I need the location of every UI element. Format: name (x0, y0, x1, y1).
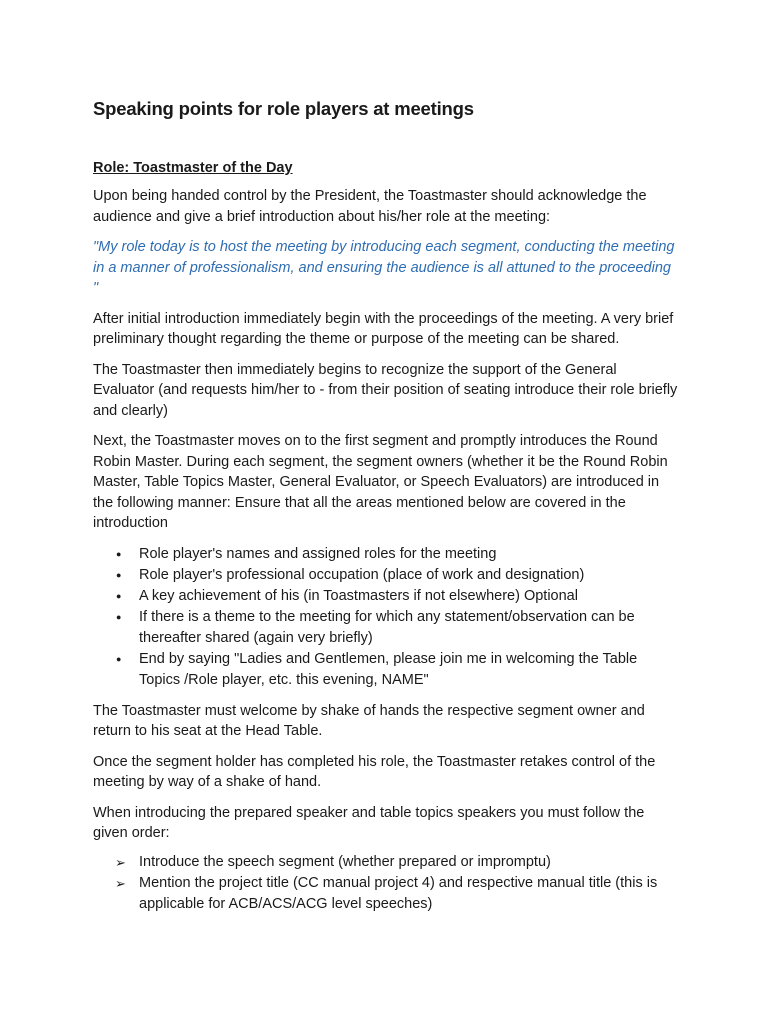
paragraph-retake: Once the segment holder has completed his role, the Toastmaster retakes control of the meeting by way of a shake of hand. (93, 753, 656, 790)
paragraph-quote: "My role today is to host the meeting by introducing each segment, conducting the meeting in a manner of professionalism, and ensuring the audience is all attuned to the proceeding " (93, 239, 675, 296)
paragraph-general-evaluator: The Toastmaster then immediately begins to recognize the support of the General Evaluator (and requests him/her to - from their position of seating introduce their role briefly and clearly) (93, 361, 678, 419)
paragraph-order: When introducing the prepared speaker and table topics speakers you must follow the given order: (93, 804, 645, 841)
paragraph-intro: Upon being handed control by the President, the Toastmaster should acknowledge the audience and give a brief introduction about his/her role at the meeting: (93, 188, 647, 225)
list-item-text: Mention the project title (CC manual project 4) and respective manual title (this is applicable for ACB/ACS/ACG level speeches) (139, 874, 658, 912)
list-item (115, 852, 678, 873)
list-item (115, 873, 678, 915)
document-title: Speaking points for role players at meetings (93, 98, 474, 119)
document-page (93, 96, 678, 915)
arrow-bullet-icon: ➢ (115, 875, 126, 891)
arrow-bullet-icon: ➢ (115, 854, 126, 870)
list-item: ● A key achievement of his (in Toastmasters if not elsewhere) Optional (139, 586, 678, 607)
paragraph-after-intro: After initial introduction immediately begin with the proceedings of the meeting. A very brief preliminary thought regarding the theme or purpose of the meeting can be shared. (93, 310, 674, 347)
bullet-list (93, 544, 678, 691)
list-item: ● Role player's professional occupation (place of work and designation) (139, 565, 678, 586)
paragraph-welcome: The Toastmaster must welcome by shake of hands the respective segment owner and return to his seat at the Head Table. (93, 702, 645, 739)
list-item: ● Role player's names and assigned roles for the meeting (139, 544, 678, 565)
role-heading: Role: Toastmaster of the Day (93, 160, 293, 176)
arrow-list (93, 852, 678, 915)
paragraph-next-segment: Next, the Toastmaster moves on to the first segment and promptly introduces the Round Robin Master. During each segment, the segment owners (whether it be the Round Robin Master, Table Topics Master, General Evaluator, or Speech Evaluators) are introduced in the following manner: Ensure that all the areas mentioned below are covered in the introduction (93, 433, 668, 531)
list-item: ● If there is a theme to the meeting for which any statement/observation can be thereafter shared (again very briefly) (139, 607, 678, 649)
list-item-text: Introduce the speech segment (whether prepared or impromptu) (139, 853, 551, 870)
list-item: ● End by saying "Ladies and Gentlemen, please join me in welcoming the Table Topics /Role player, etc. this evening, NAME" (139, 649, 678, 691)
